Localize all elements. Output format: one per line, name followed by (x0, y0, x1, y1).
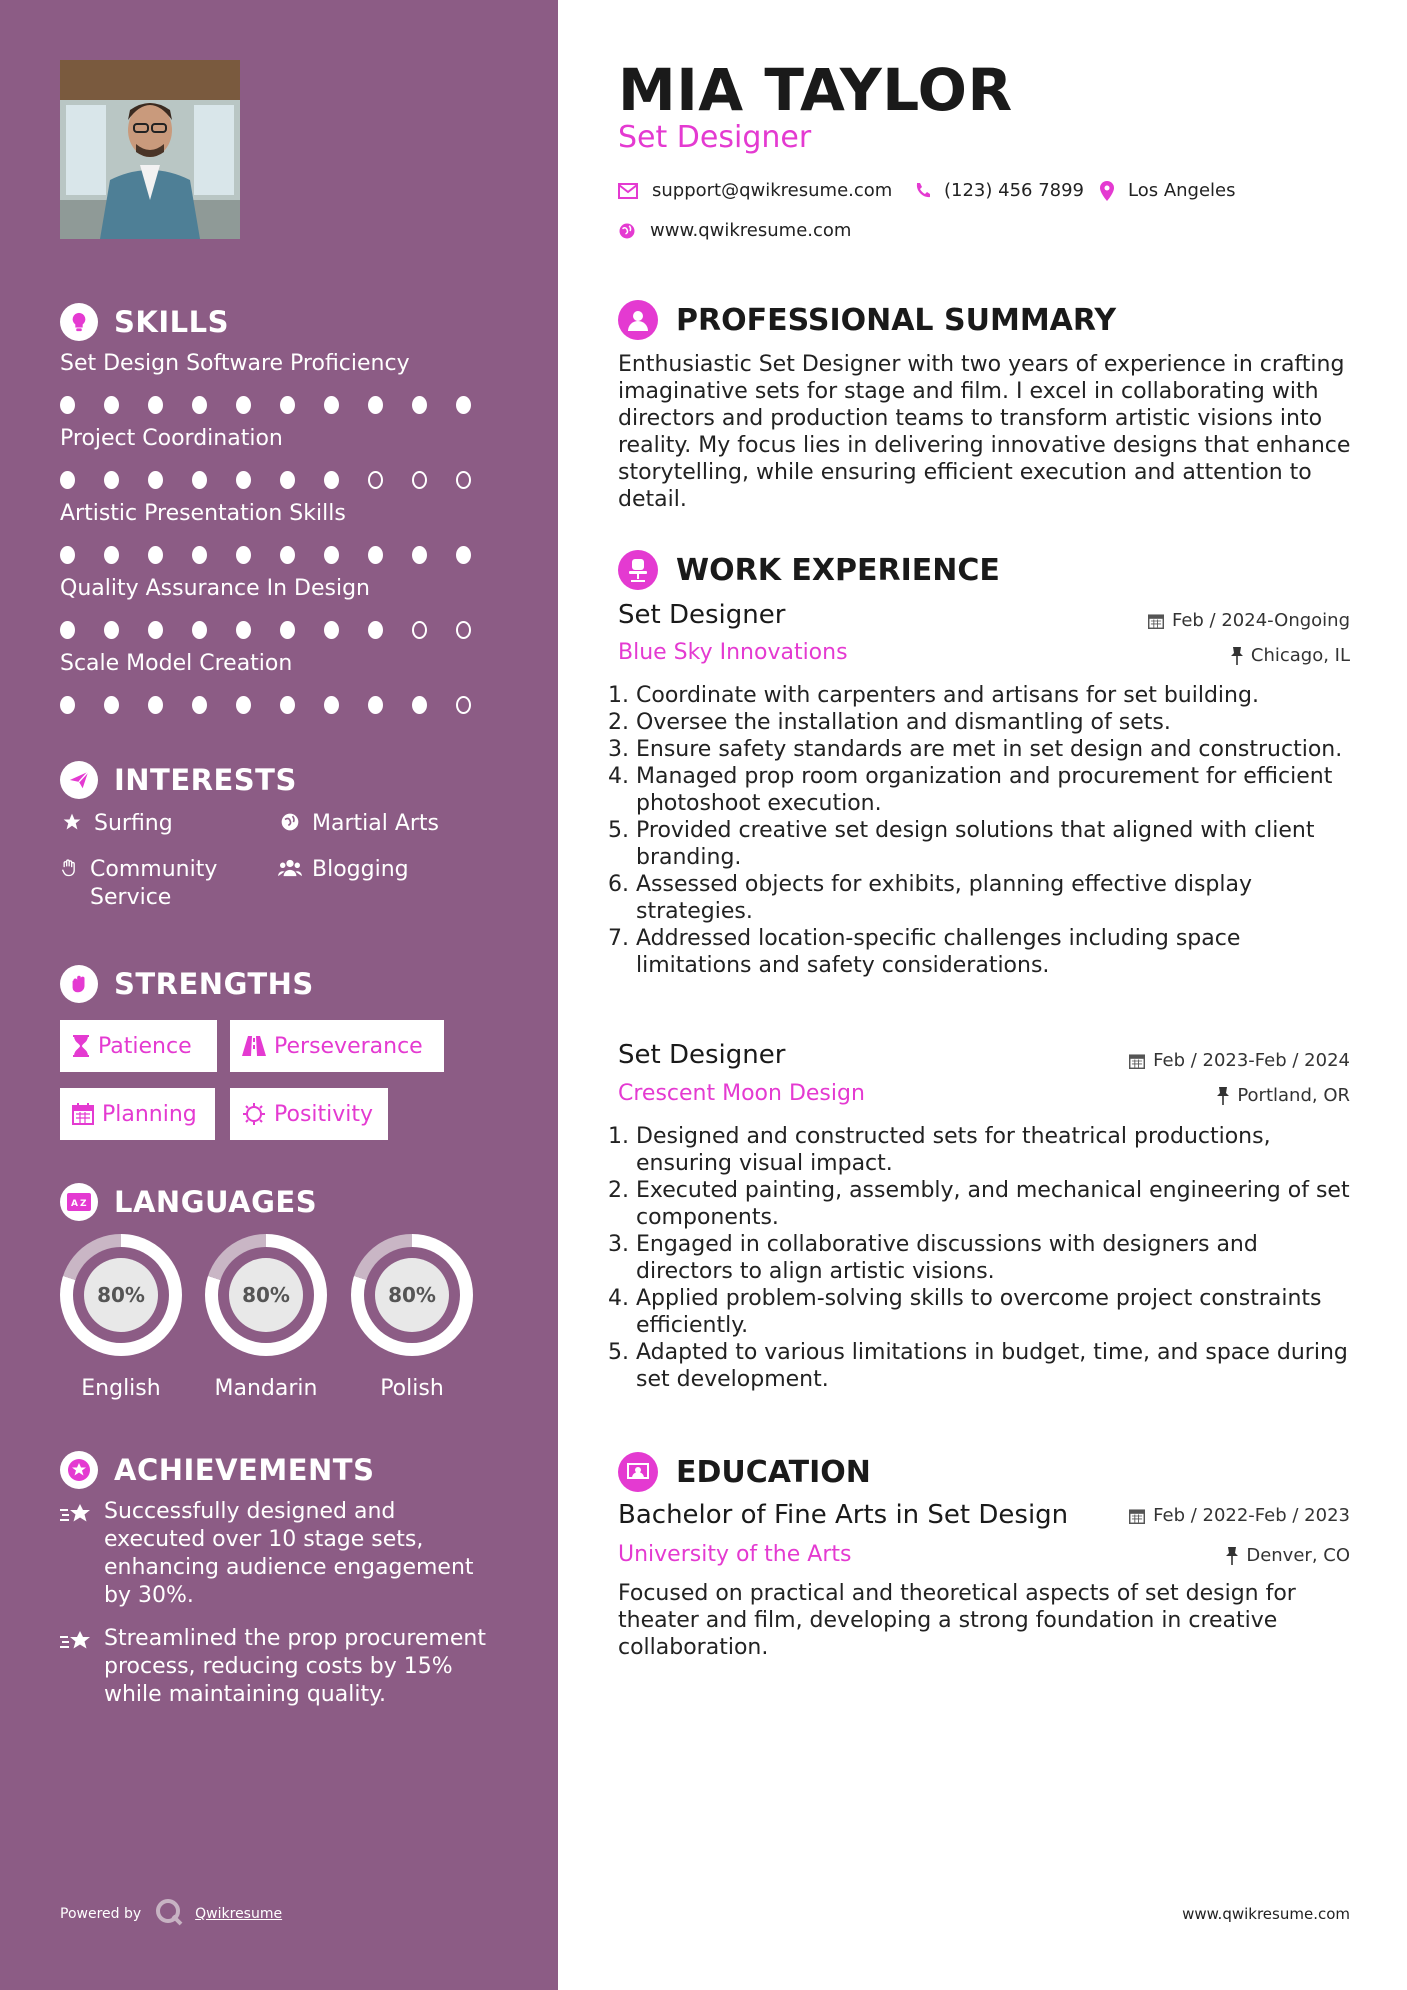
interest-label: Surfing (94, 811, 173, 836)
pushpin-icon (1226, 1547, 1238, 1565)
strength-label: Planning (102, 1101, 197, 1127)
job-dates-text: Feb / 2024-Ongoing (1171, 610, 1350, 631)
rating-dot-filled (280, 471, 295, 489)
education-dates-text: Feb / 2022-Feb / 2023 (1153, 1505, 1350, 1526)
education-location (1226, 1545, 1350, 1566)
shooting-star-icon (60, 1625, 104, 1709)
skill-rating (60, 696, 500, 714)
lightbulb-icon (60, 303, 98, 341)
language-name: Mandarin (214, 1376, 318, 1401)
skill-name: Project Coordination (60, 426, 283, 451)
duty-item: 3. Engaged in collaborative discussions with designers and directors to align artistic visions. (636, 1231, 1353, 1285)
strengths-title: STRENGTHS (114, 967, 314, 1001)
achievement-text: Streamlined the prop procurement process, reducing costs by 15% while maintaining quality. (104, 1626, 486, 1707)
interest-item (278, 856, 409, 884)
interest-label: Martial Arts (312, 811, 440, 836)
interest-item (60, 810, 173, 838)
job-location-text: Chicago, IL (1250, 645, 1350, 666)
education-location-text: Denver, CO (1246, 1545, 1350, 1566)
calendar-icon (1148, 613, 1164, 629)
rating-dot-filled (60, 696, 75, 714)
globe-icon (618, 222, 636, 240)
language-item (205, 1234, 327, 1401)
strengths-heading (60, 962, 314, 1006)
language-percent: 80% (229, 1258, 303, 1332)
skill-rating (60, 396, 500, 414)
language-name: English (81, 1376, 161, 1401)
sun-icon (242, 1102, 266, 1126)
education-dates (1129, 1505, 1350, 1526)
candidate-name: MIA TAYLOR (618, 56, 1013, 124)
rating-dot-empty (456, 621, 471, 639)
contact-location (1100, 180, 1236, 201)
rating-dot-filled (192, 621, 207, 639)
phone-icon (914, 182, 930, 200)
rating-dot-filled (368, 396, 383, 414)
rating-dot-empty (456, 696, 471, 714)
duty-item: 1. Coordinate with carpenters and artisans for set building. (636, 682, 1353, 709)
calendar-icon (1129, 1053, 1145, 1069)
achievement-item (60, 1625, 500, 1709)
rating-dot-filled (280, 396, 295, 414)
rating-dot-filled (104, 546, 119, 564)
interest-item (278, 810, 439, 838)
language-percent: 80% (84, 1258, 158, 1332)
strength-chip (60, 1088, 215, 1140)
calendar-icon (72, 1103, 94, 1125)
medal-star-icon (60, 1451, 98, 1489)
skill-item (60, 350, 500, 414)
powered-by (60, 1898, 282, 1930)
job-company: Blue Sky Innovations (618, 640, 848, 665)
language-percent: 80% (375, 1258, 449, 1332)
rating-dot-filled (324, 546, 339, 564)
strength-chip (60, 1020, 217, 1072)
summary-heading (618, 300, 1116, 340)
contact-phone[interactable] (914, 180, 1084, 201)
rating-dot-filled (412, 396, 427, 414)
job-location (1217, 1085, 1350, 1106)
graduate-icon (618, 1452, 658, 1492)
rating-dot-filled (456, 546, 471, 564)
rating-dot-empty (456, 471, 471, 489)
rating-dot-filled (148, 696, 163, 714)
summary-title: PROFESSIONAL SUMMARY (676, 302, 1117, 338)
education-degree: Bachelor of Fine Arts in Set Design (618, 1500, 1069, 1530)
skill-rating (60, 621, 500, 639)
duty-item: 5. Provided creative set design solutions that aligned with client branding. (636, 817, 1353, 871)
achievement-text: Successfully designed and executed over 10 stage sets, enhancing audience engagement by 30%. (104, 1499, 474, 1608)
strength-label: Positivity (274, 1101, 374, 1127)
rating-dot-filled (60, 621, 75, 639)
education-description: Focused on practical and theoretical aspects of set design for theater and film, developing a strong foundation in creative collaboration. (618, 1581, 1296, 1660)
language-progress-ring (205, 1234, 327, 1356)
location-text: Los Angeles (1128, 180, 1236, 201)
rating-dot-filled (104, 396, 119, 414)
svg-text:Z: Z (80, 1199, 87, 1209)
main-content (558, 0, 1407, 1990)
achievement-item (60, 1498, 500, 1610)
rating-dot-filled (148, 621, 163, 639)
job-location-text: Portland, OR (1237, 1085, 1350, 1106)
rating-dot-filled (104, 621, 119, 639)
phone-text: (123) 456 7899 (944, 180, 1085, 201)
contact-email[interactable] (618, 180, 892, 201)
skill-name: Artistic Presentation Skills (60, 501, 346, 526)
experience-heading (618, 550, 1000, 590)
rating-dot-filled (236, 621, 251, 639)
rating-dot-filled (60, 396, 75, 414)
rating-dot-filled (192, 546, 207, 564)
interest-label: Community Service (90, 857, 218, 910)
user-icon (618, 300, 658, 340)
candidate-role: Set Designer (618, 120, 812, 155)
hourglass-icon (72, 1035, 90, 1057)
duty-item: 3. Ensure safety standards are met in set design and construction. (636, 736, 1353, 763)
rating-dot-filled (104, 696, 119, 714)
rating-dot-filled (280, 621, 295, 639)
rating-dot-filled (456, 396, 471, 414)
skill-item (60, 575, 500, 639)
envelope-icon (618, 183, 638, 199)
language-progress-ring (60, 1234, 182, 1356)
rating-dot-filled (368, 696, 383, 714)
rating-dot-filled (148, 396, 163, 414)
rating-dot-filled (236, 546, 251, 564)
education-title: EDUCATION (676, 1454, 871, 1490)
rating-dot-filled (192, 396, 207, 414)
duty-item: 4. Applied problem-solving skills to overcome project constraints efficiently. (636, 1285, 1353, 1339)
rating-dot-filled (412, 546, 427, 564)
users-icon (278, 856, 302, 878)
rating-dot-filled (60, 471, 75, 489)
strength-label: Patience (98, 1033, 192, 1059)
rating-dot-filled (192, 696, 207, 714)
skills-title: SKILLS (114, 305, 229, 339)
rating-dot-filled (148, 546, 163, 564)
rating-dot-filled (60, 546, 75, 564)
rating-dot-filled (148, 471, 163, 489)
rating-dot-filled (368, 546, 383, 564)
rating-dot-filled (280, 546, 295, 564)
language-item (60, 1234, 182, 1401)
skill-item (60, 650, 500, 714)
duty-item: 5. Adapted to various limitations in budget, time, and space during set development. (636, 1339, 1353, 1393)
education-school: University of the Arts (618, 1542, 852, 1567)
duty-item: 7. Addressed location-specific challenges including space limitations and safety considerations. (636, 925, 1353, 979)
skill-rating (60, 546, 500, 564)
rating-dot-empty (368, 471, 383, 489)
rating-dot-filled (192, 471, 207, 489)
job-duties (618, 1123, 1353, 1393)
achievements-title: ACHIEVEMENTS (114, 1453, 375, 1487)
paper-plane-icon (60, 761, 98, 799)
strength-chip (230, 1088, 388, 1140)
languages-title: LANGUAGES (114, 1185, 318, 1219)
strength-label: Perseverance (274, 1033, 423, 1059)
job-title: Set Designer (618, 1040, 786, 1070)
rating-dot-filled (412, 696, 427, 714)
rating-dot-filled (280, 696, 295, 714)
rating-dot-filled (236, 396, 251, 414)
rating-dot-filled (236, 471, 251, 489)
strength-chip (230, 1020, 444, 1072)
achievements-heading (60, 1448, 374, 1492)
education-heading (618, 1452, 871, 1492)
summary-text: Enthusiastic Set Designer with two years of experience in crafting imaginative sets for stage and film. I excel in collaborating with directors and production teams to transform artistic visions into reality. My focus lies in delivering innovative designs that enhance storytelling, while ensuring efficient execution and attention to detail. (618, 352, 1351, 512)
duty-item: 6. Assessed objects for exhibits, planning effective display strategies. (636, 871, 1353, 925)
skill-rating (60, 471, 500, 489)
profile-photo (60, 60, 240, 239)
language-item (351, 1234, 473, 1401)
map-pin-icon (1100, 181, 1114, 201)
job-dates-text: Feb / 2023-Feb / 2024 (1153, 1050, 1350, 1071)
rating-dot-filled (104, 471, 119, 489)
interest-label: Blogging (312, 857, 409, 882)
rating-dot-filled (324, 396, 339, 414)
duty-item: 4. Managed prop room organization and procurement for efficient photoshoot execution. (636, 763, 1353, 817)
language-name: Polish (380, 1376, 444, 1401)
duty-item: 1. Designed and constructed sets for theatrical productions, ensuring visual impact. (636, 1123, 1353, 1177)
shooting-star-icon (60, 1498, 104, 1610)
email-text: support@qwikresume.com (652, 180, 893, 201)
globe-icon (278, 810, 302, 832)
skill-name: Scale Model Creation (60, 651, 293, 676)
job-dates (1148, 610, 1350, 631)
job-company: Crescent Moon Design (618, 1081, 865, 1106)
rating-dot-filled (324, 696, 339, 714)
language-icon (60, 1183, 98, 1221)
qwikresume-link[interactable]: Qwikresume (195, 1906, 283, 1922)
star-icon (60, 810, 84, 832)
rating-dot-filled (236, 696, 251, 714)
language-progress-ring (351, 1234, 473, 1356)
pushpin-icon (1217, 1087, 1229, 1105)
duty-item: 2. Oversee the installation and dismantling of sets. (636, 709, 1353, 736)
skill-name: Quality Assurance In Design (60, 576, 370, 601)
rating-dot-empty (412, 621, 427, 639)
qwikresume-logo-icon (155, 1898, 183, 1930)
calendar-icon (1129, 1508, 1145, 1524)
road-icon (242, 1036, 266, 1056)
office-chair-icon (618, 550, 658, 590)
skills-heading (60, 300, 229, 344)
footer-website-link[interactable]: www.qwikresume.com (1182, 1905, 1350, 1923)
job-title: Set Designer (618, 600, 786, 630)
pushpin-icon (1231, 647, 1243, 665)
interests-title: INTERESTS (114, 763, 297, 797)
website-text: www.qwikresume.com (650, 220, 852, 241)
job-dates (1129, 1050, 1350, 1071)
skill-item (60, 425, 500, 489)
skill-item (60, 500, 500, 564)
interests-heading (60, 758, 297, 802)
sidebar (0, 0, 558, 1990)
job-duties (618, 682, 1353, 979)
job-location (1231, 645, 1350, 666)
languages-heading (60, 1180, 317, 1224)
fist-icon (60, 965, 98, 1003)
rating-dot-filled (368, 621, 383, 639)
experience-title: WORK EXPERIENCE (676, 552, 1000, 588)
rating-dot-empty (412, 471, 427, 489)
hand-icon (60, 856, 80, 878)
interest-item (60, 856, 270, 912)
powered-by-label: Powered by (60, 1906, 142, 1922)
skill-name: Set Design Software Proficiency (60, 351, 410, 376)
duty-item: 2. Executed painting, assembly, and mechanical engineering of set components. (636, 1177, 1353, 1231)
rating-dot-filled (324, 621, 339, 639)
rating-dot-filled (324, 471, 339, 489)
svg-text:A: A (71, 1199, 78, 1209)
contact-website[interactable] (618, 220, 851, 241)
